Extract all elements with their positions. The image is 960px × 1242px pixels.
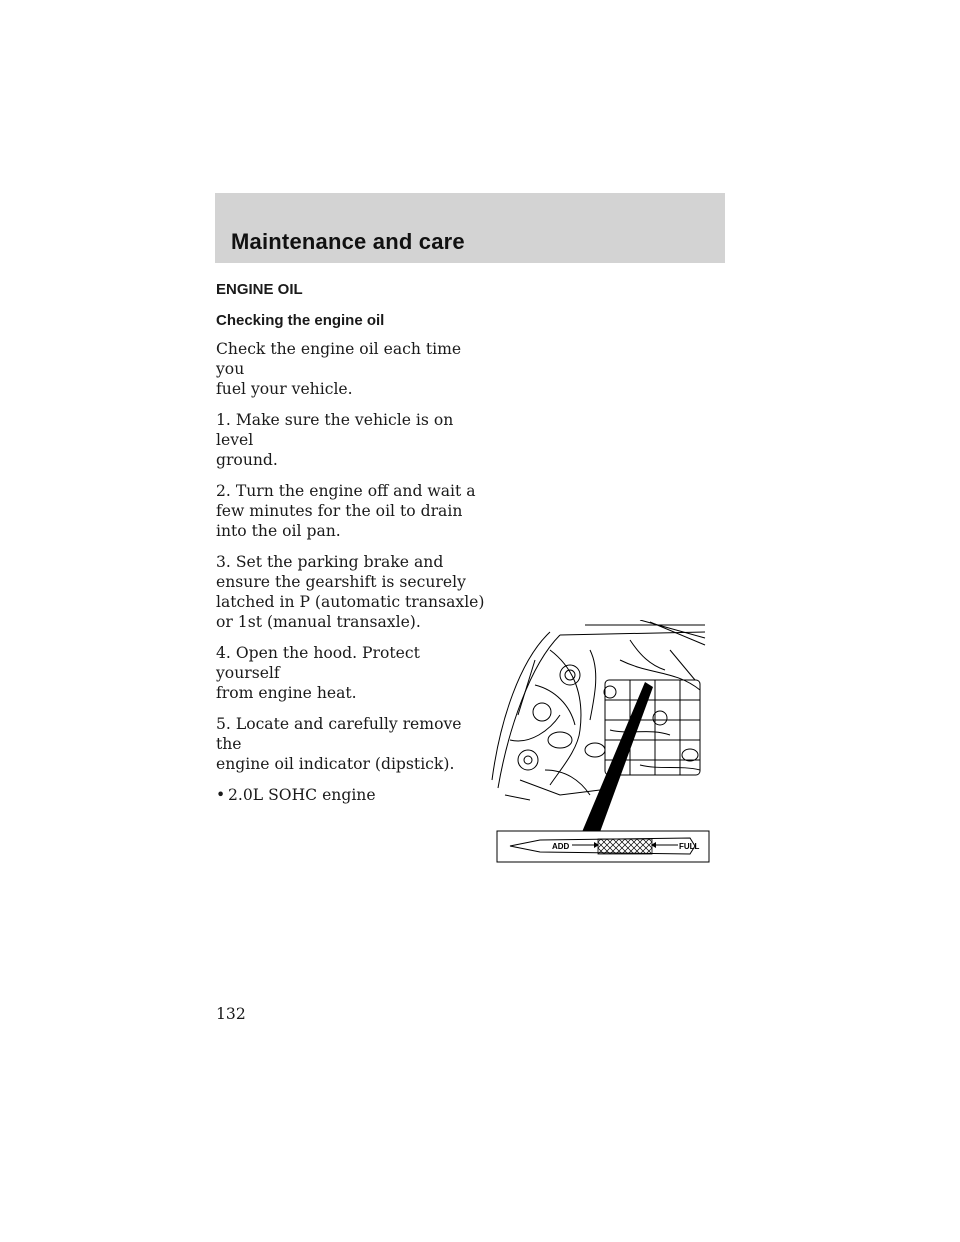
dipstick-add-label: ADD [552,842,570,851]
step-3: 3. Set the parking brake and ensure the gearshift is securely latched in P (automatic transaxle) or 1st (manual transaxle). [216,553,485,631]
bullet-symbol: • [216,786,226,804]
step-1: 1. Make sure the vehicle is on level ground. [216,411,454,469]
dipstick-crosshatch-area [598,839,652,854]
page-number: 132 [216,1005,246,1023]
dipstick-detail [497,831,709,862]
step-2: 2. Turn the engine off and wait a few minutes for the oil to drain into the oil pan. [216,482,476,540]
step-5: 5. Locate and carefully remove the engine oil indicator (dipstick). [216,715,462,773]
engine-compartment-drawing [490,620,715,868]
bullet-item [216,785,486,805]
engine-dipstick-illustration [490,620,715,868]
body-text-column [216,280,486,805]
dipstick-full-label: FULL [679,842,700,851]
section-heading: ENGINE OIL [216,281,303,298]
step-4: 4. Open the hood. Protect yourself from engine heat. [216,644,420,702]
bullet-text: 2.0L SOHC engine [228,786,376,804]
paragraph-intro: Check the engine oil each time you fuel your vehicle. [216,340,462,398]
subheading: Checking the engine oil [216,312,385,329]
page-section-title: Maintenance and care [231,229,465,254]
section-header-band [215,193,725,263]
